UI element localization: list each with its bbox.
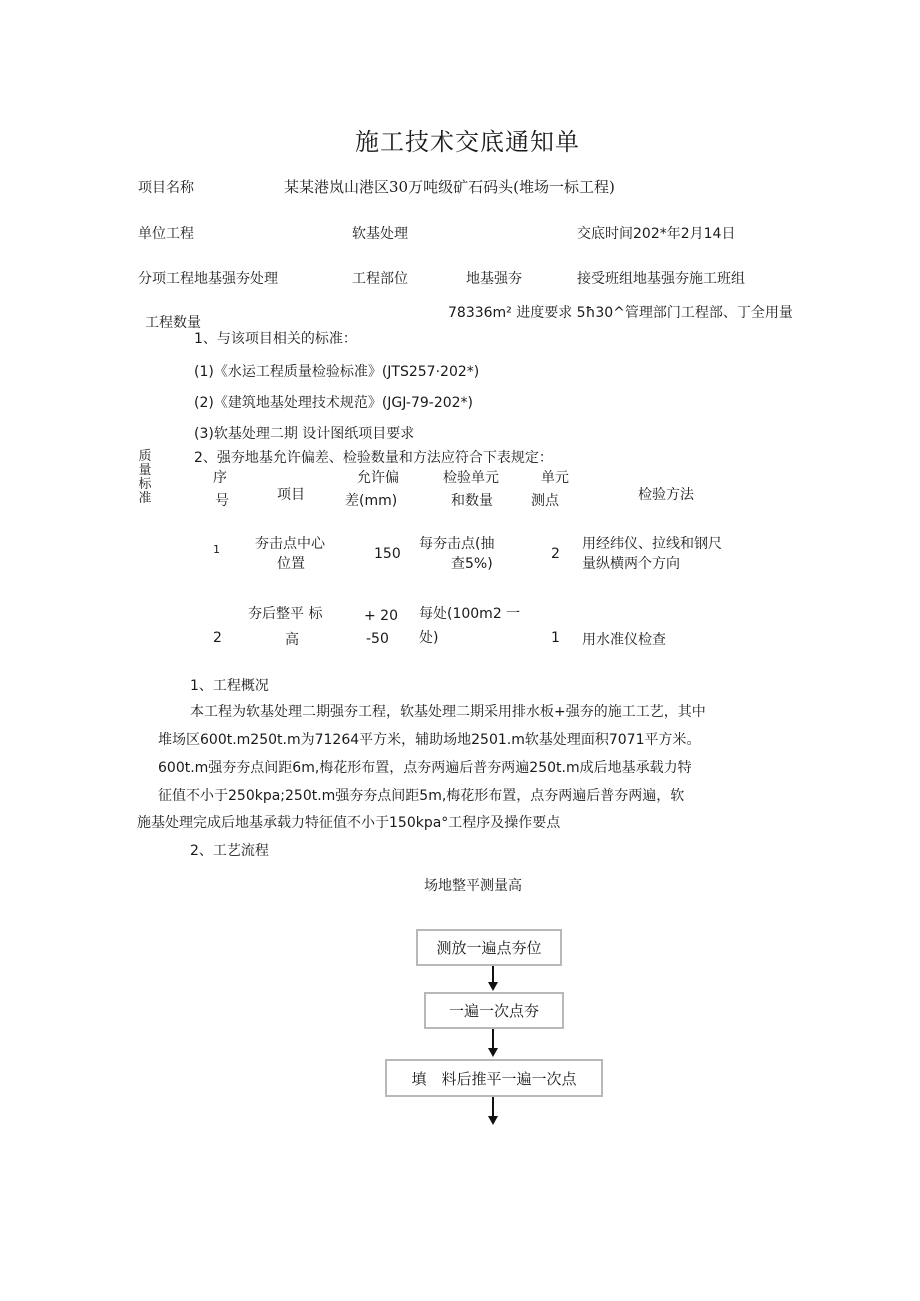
overview-line: 施基处理完成后地基承载力特征值不小于150kpa°工程序及操作要点 bbox=[137, 815, 561, 831]
receiving-team: 接受班组地基强夯施工班组 bbox=[577, 271, 745, 287]
overview-line: 征值不小于250kpa;250t.m强夯夯点间距5m,梅花形布置，点夯两遍后普夯两遍，软 bbox=[158, 788, 685, 804]
quality-side-label: 质量标准 bbox=[138, 449, 152, 506]
col-item: 项目 bbox=[277, 487, 305, 503]
standard-item-3: (3)软基处理二期 设计图纸项目要求 bbox=[194, 426, 415, 442]
flow-step-3: 填 料后推平一遍一次点 bbox=[385, 1059, 603, 1097]
row2-unit-1: 每处(100m2 一 bbox=[419, 606, 521, 622]
sub-project: 分项工程地基强夯处理 bbox=[138, 271, 278, 287]
flow-arrow-2 bbox=[492, 1029, 494, 1049]
part-label: 工程部位 bbox=[352, 271, 408, 287]
standards-intro: 1、与该项目相关的标准： bbox=[194, 331, 357, 347]
col-seq-2: 号 bbox=[215, 493, 229, 509]
row2-seq: 2 bbox=[213, 630, 222, 646]
col-tol-2: 差(mm) bbox=[345, 493, 398, 509]
project-label: 项目名称 bbox=[138, 180, 194, 196]
part-value: 地基强夯 bbox=[466, 271, 522, 287]
row1-points: 2 bbox=[551, 546, 560, 562]
quantity-line: 78336m² 进度要求 5ħ30^管理部门工程部、丁全用量 bbox=[448, 305, 793, 321]
arrow-down-icon bbox=[488, 1048, 498, 1057]
row1-seq: 1 bbox=[213, 543, 220, 556]
table-intro: 2、强夯地基允许偏差、检验数量和方法应符合下表规定： bbox=[194, 450, 553, 466]
overview-line: 堆场区600t.m250t.m为71264平方米，辅助场地2501.m软基处理面积7071平方米。 bbox=[158, 732, 701, 748]
row2-points: 1 bbox=[551, 630, 560, 646]
row2-item-2: 高 bbox=[285, 632, 299, 648]
unit-label: 单位工程 bbox=[138, 226, 194, 242]
col-seq-1: 序 bbox=[213, 470, 227, 486]
handover-date: 交底时间202*年2月14日 bbox=[577, 226, 736, 242]
row1-item-2: 位置 bbox=[277, 556, 305, 572]
col-unit-1: 检验单元 bbox=[443, 470, 499, 486]
col-pts-1: 单元 bbox=[541, 470, 569, 486]
page-title: 施工技术交底通知单 bbox=[355, 128, 580, 156]
flow-arrow-3 bbox=[492, 1097, 494, 1117]
flow-caption: 场地整平测量高 bbox=[424, 878, 522, 894]
row2-unit-2: 处) bbox=[419, 630, 439, 646]
row2-method: 用水准仪检查 bbox=[582, 632, 666, 648]
col-tol-1: 允许偏 bbox=[357, 470, 399, 486]
standard-item-1: (1)《水运工程质量检验标准》(JTS257·202*) bbox=[194, 364, 480, 380]
row1-tolerance: 150 bbox=[374, 546, 401, 562]
col-pts-2: 测点 bbox=[531, 493, 559, 509]
standard-item-2: (2)《建筑地基处理技术规范》(JGJ-79-202*) bbox=[194, 395, 474, 411]
project-value: 某某港岚山港区30万吨级矿石码头(堆场一标工程) bbox=[284, 178, 615, 196]
arrow-down-icon bbox=[488, 1116, 498, 1125]
quantity-label: 工程数量 bbox=[145, 315, 201, 331]
flow-step-1: 测放一遍点夯位 bbox=[416, 929, 562, 966]
arrow-down-icon bbox=[488, 982, 498, 991]
row2-tolerance-2: -50 bbox=[366, 631, 389, 647]
row1-item-1: 夯击点中心 bbox=[255, 536, 325, 552]
row1-unit-1: 每夯击点(抽 bbox=[419, 536, 495, 552]
row2-item-1: 夯后整平 标 bbox=[248, 606, 323, 622]
overview-line: 600t.m强夯夯点间距6m,梅花形布置，点夯两遍后普夯两遍250t.m成后地基承载力特 bbox=[158, 760, 692, 776]
row2-tolerance-1: + 20 bbox=[364, 608, 398, 624]
col-method: 检验方法 bbox=[638, 487, 694, 503]
overview-heading: 1、工程概况 bbox=[190, 678, 269, 694]
overview-line: 本工程为软基处理二期强夯工程，软基处理二期采用排水板+强夯的施工工艺，其中 bbox=[190, 704, 706, 720]
row1-method-1: 用经纬仪、拉线和钢尺 bbox=[582, 536, 722, 552]
unit-value: 软基处理 bbox=[352, 226, 408, 242]
process-heading: 2、工艺流程 bbox=[190, 843, 269, 859]
row1-method-2: 量纵横两个方向 bbox=[582, 556, 680, 572]
flow-step-2: 一遍一次点夯 bbox=[424, 992, 564, 1029]
col-unit-2: 和数量 bbox=[451, 493, 493, 509]
row1-unit-2: 查5%) bbox=[451, 556, 493, 572]
